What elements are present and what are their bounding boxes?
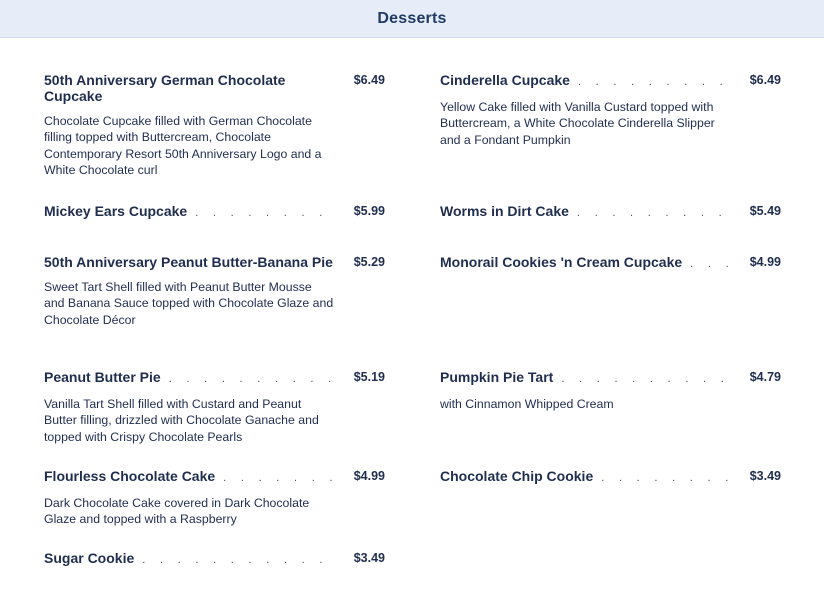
item-price: $5.49: [749, 204, 781, 218]
menu-item-cinderella-cupcake: [440, 72, 781, 148]
item-name: Worms in Dirt Cake: [440, 203, 569, 219]
menu-item-sugar-cookie: [44, 550, 385, 568]
item-name: Monorail Cookies 'n Cream Cupcake: [440, 254, 683, 270]
menu-item-flourless-chocolate-cake: [44, 468, 385, 528]
item-price: $3.49: [353, 551, 385, 565]
item-description: Sweet Tart Shell filled with Peanut Butter Mousse and Banana Sauce topped with Chocolate Glaze and Chocolate Décor: [44, 280, 334, 327]
item-price: $4.99: [749, 255, 781, 269]
section-title: Desserts: [377, 9, 447, 27]
leader-dots: [561, 371, 731, 387]
menu-item-german-chocolate-cupcake: [44, 72, 385, 178]
item-description: Vanilla Tart Shell filled with Custard and Peanut Butter filling, drizzled with Chocolate Ganache and topped with Crispy Chocolate Pearls: [44, 397, 319, 444]
item-price: $6.49: [749, 73, 781, 87]
leader-dots: [578, 74, 732, 90]
item-price: $5.99: [353, 204, 385, 218]
leader-dots: [142, 552, 335, 568]
item-price: $6.49: [353, 73, 385, 87]
item-price: $3.49: [749, 469, 781, 483]
menu-item-mickey-ears-cupcake: [44, 203, 385, 221]
menu-item-peanut-butter-banana-pie: [44, 254, 385, 328]
leader-dots: [577, 205, 732, 221]
item-name: Peanut Butter Pie: [44, 369, 161, 385]
item-name: Sugar Cookie: [44, 550, 135, 566]
leader-dots: [223, 470, 336, 486]
item-price: $5.29: [353, 255, 385, 269]
item-name: Cinderella Cupcake: [440, 72, 570, 88]
item-name: Mickey Ears Cupcake: [44, 203, 188, 219]
item-price: $5.19: [353, 370, 385, 384]
menu-item-pumpkin-pie-tart: [440, 369, 781, 412]
menu-item-chocolate-chip-cookie: [440, 468, 781, 486]
item-description: Yellow Cake filled with Vanilla Custard topped with Buttercream, a White Chocolate Cinderella Slipper and a Fondant Pumpkin: [440, 100, 715, 147]
item-price: $4.99: [353, 469, 385, 483]
item-description: Dark Chocolate Cake covered in Dark Chocolate Glaze and topped with a Raspberry: [44, 496, 310, 527]
item-name: Flourless Chocolate Cake: [44, 468, 216, 484]
item-name: 50th Anniversary Peanut Butter-Banana Pie: [44, 254, 333, 270]
leader-dots: [169, 371, 336, 387]
item-description: Chocolate Cupcake filled with German Chocolate filling topped with Buttercream, Chocolate Contemporary Resort 50th Anniversary Logo and a White Chocolate curl: [44, 114, 322, 177]
item-name: Pumpkin Pie Tart: [440, 369, 554, 385]
leader-dots: [690, 256, 732, 272]
menu-item-worms-in-dirt-cake: [440, 203, 781, 221]
item-name: 50th Anniversary German Chocolate Cupcake: [44, 72, 286, 104]
item-name: Chocolate Chip Cookie: [440, 468, 594, 484]
leader-dots: [601, 470, 731, 486]
item-price: $4.79: [749, 370, 781, 384]
menu-item-peanut-butter-pie: [44, 369, 385, 445]
menu-item-monorail-cupcake: [440, 254, 781, 272]
leader-dots: [195, 205, 336, 221]
item-description: with Cinnamon Whipped Cream: [440, 397, 614, 411]
